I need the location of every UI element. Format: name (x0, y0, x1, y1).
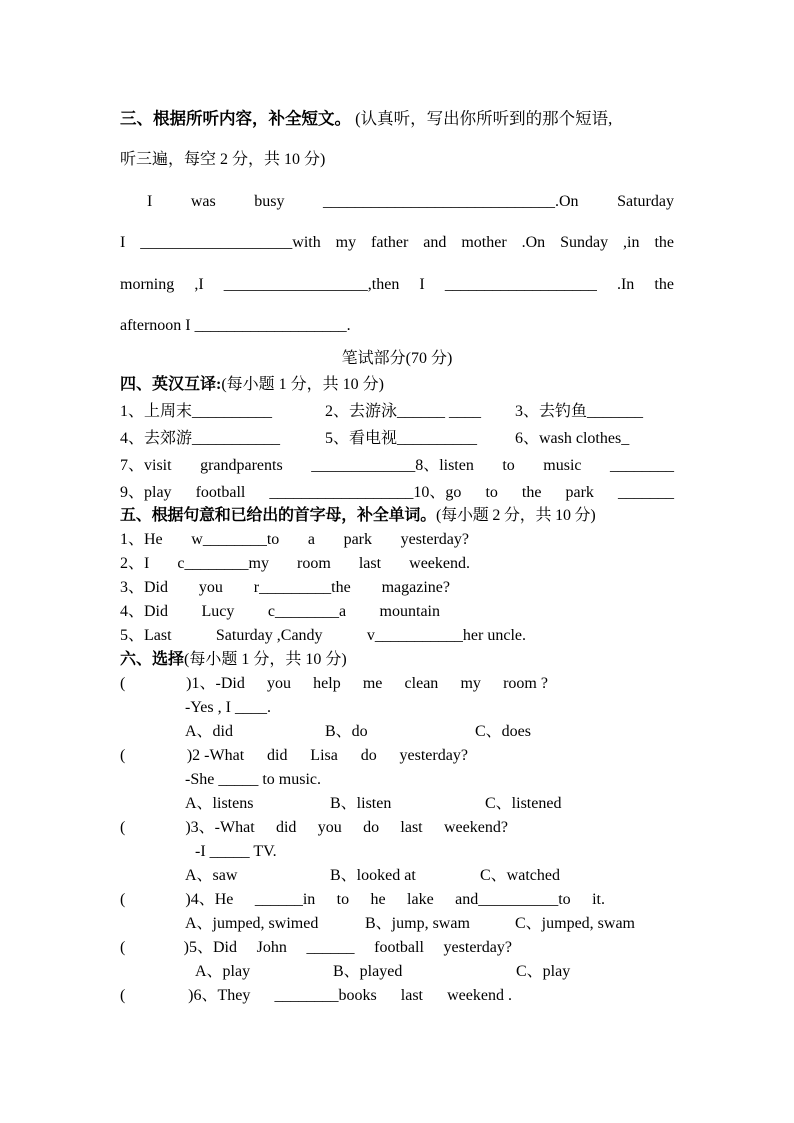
word: weekend. (409, 555, 470, 572)
blank-word: __________________10、go (269, 484, 462, 501)
word: football (374, 939, 424, 956)
passage-line-1 (147, 192, 674, 212)
section4-title-rest: (每小题 1 分，共 10 分) (221, 376, 385, 393)
option-a: A、did (185, 723, 234, 740)
section4-title-bold: 四、英汉互译: (120, 376, 222, 393)
section5-title-rest: (每小题 2 分，共 10 分) (436, 507, 596, 524)
question-2-options (185, 794, 674, 814)
question-item: 2、去游泳______ ____ (325, 403, 482, 420)
word: and (423, 234, 447, 251)
word: me (362, 675, 383, 692)
option-c: C、listened (485, 795, 562, 812)
word: yesterday? (399, 747, 468, 764)
question-5-options (195, 962, 674, 982)
word: the (654, 234, 674, 251)
option-a: A、jumped, swimed (185, 915, 319, 932)
question-3-options (185, 866, 674, 886)
word: help (313, 675, 341, 692)
question-6 (120, 986, 512, 1006)
word: weekend . (447, 987, 512, 1004)
option-a: A、saw (185, 867, 238, 884)
word: )2 -What (186, 747, 245, 764)
word: Sunday (560, 234, 609, 251)
question-3 (120, 818, 508, 838)
blank-word: ________books (274, 987, 377, 1004)
word: I (147, 193, 153, 210)
section5-title-bold: 五、根据句意和已给出的首字母，补全单词。 (120, 507, 437, 524)
question-item: 4、去郊游___________ (120, 430, 281, 447)
word: to (502, 457, 515, 474)
word: grandparents (200, 457, 283, 474)
question-item: 6、wash clothes_ (515, 430, 630, 447)
word: the (654, 276, 674, 293)
word: morning (120, 276, 175, 293)
word: 3、Did (120, 579, 169, 596)
blank-word: __________________,then (223, 276, 400, 293)
blank-word: c________my (177, 555, 269, 572)
word: 2、I (120, 555, 150, 572)
word: my (335, 234, 357, 251)
word: Lucy (201, 603, 235, 620)
option-c: C、play (516, 963, 571, 980)
word: 5、Last (120, 627, 172, 644)
word: do (360, 747, 377, 764)
option-c: C、does (475, 723, 532, 740)
blank-word: and__________to (455, 891, 571, 908)
word: room ? (503, 675, 548, 692)
section5-item-2 (120, 554, 470, 574)
word: John (256, 939, 287, 956)
word: last (400, 819, 423, 836)
word: .On (521, 234, 546, 251)
answer-paren: ( (120, 891, 126, 908)
blank: ________ (609, 457, 674, 474)
section4-row-1 (120, 402, 674, 422)
word: I (120, 234, 126, 251)
word: ,in (623, 234, 640, 251)
section4-title (120, 375, 674, 395)
word: ,I (194, 276, 204, 293)
section4-row-2 (120, 429, 674, 449)
answer-paren: ( (120, 819, 126, 836)
word: it. (592, 891, 605, 908)
option-b: B、jump, swam (365, 915, 470, 932)
blank-word: ______in (254, 891, 316, 908)
option-a: A、play (195, 963, 251, 980)
option-a: A、listens (185, 795, 254, 812)
answer-paren: ( (120, 675, 126, 692)
word: the (521, 484, 542, 501)
section3-title (120, 109, 674, 129)
blank-word: ___________________with (140, 234, 321, 251)
word: mountain (379, 603, 440, 620)
word: last (400, 987, 423, 1004)
section3-title-bold: 三、根据所听内容，补全短文。 (120, 109, 351, 128)
word: a (307, 531, 315, 548)
word: )4、He (185, 891, 234, 908)
word: did (275, 819, 297, 836)
blank-word: c________a (267, 603, 347, 620)
word: father (371, 234, 409, 251)
word: Saturday (617, 193, 674, 210)
word: to (485, 484, 498, 501)
blank-word: _____________8、listen (311, 457, 474, 474)
option-c: C、jumped, swam (515, 915, 635, 932)
section5-item-1 (120, 530, 469, 550)
word: I (419, 276, 425, 293)
blank: ___________________ (444, 276, 597, 293)
section5-item-3 (120, 578, 450, 598)
passage-line-4: afternoon I ___________________. (120, 317, 351, 334)
word: Saturday ,Candy (215, 627, 323, 644)
section4-row-3 (120, 456, 674, 476)
word: room (297, 555, 331, 572)
word: )1、-Did (186, 675, 245, 692)
word: Lisa (310, 747, 338, 764)
word: you (198, 579, 223, 596)
word: magazine? (381, 579, 450, 596)
option-b: B、listen (330, 795, 392, 812)
section5-item-4 (120, 602, 440, 622)
word: yesterday? (443, 939, 512, 956)
passage-line-2 (120, 233, 674, 253)
section6-title-bold: 六、选择 (120, 651, 185, 668)
question-3-answer: -I _____ TV. (195, 843, 277, 860)
option-b: B、played (333, 963, 403, 980)
question-1 (120, 674, 548, 694)
question-item: 1、上周末__________ (120, 403, 273, 420)
option-b: B、looked at (330, 867, 416, 884)
word: you (266, 675, 291, 692)
question-1-answer: -Yes , I ____. (185, 699, 271, 716)
section4-row-4 (120, 483, 674, 503)
word: last (358, 555, 382, 572)
word: you (317, 819, 342, 836)
question-1-options (185, 722, 674, 742)
blank-word: v___________her uncle. (366, 627, 526, 644)
word: )5、Did (183, 939, 237, 956)
question-4 (120, 890, 605, 910)
option-c: C、watched (480, 867, 560, 884)
word: lake (407, 891, 434, 908)
word: football (195, 484, 246, 501)
written-part-heading: 笔试部分(70 分) (341, 350, 453, 367)
word: to (336, 891, 350, 908)
word: park (343, 531, 372, 548)
word: did (267, 747, 288, 764)
section6-title (120, 650, 674, 670)
section5-title (120, 506, 674, 526)
blank: _______ (617, 484, 674, 501)
word: he (370, 891, 386, 908)
option-b: B、do (325, 723, 368, 740)
word: park (565, 484, 594, 501)
word: mother (461, 234, 507, 251)
question-2 (120, 746, 468, 766)
section6-title-rest: (每小题 1 分，共 10 分) (184, 651, 347, 668)
blank-word: _____________________________.On (323, 193, 579, 210)
word: do (363, 819, 380, 836)
word: clean (404, 675, 439, 692)
word: busy (254, 193, 285, 210)
blank-word: r_________the (253, 579, 351, 596)
question-4-options (185, 914, 674, 934)
word: music (543, 457, 582, 474)
word: weekend? (443, 819, 508, 836)
word: 1、He (120, 531, 163, 548)
word: 9、play (120, 484, 172, 501)
word: 7、visit (120, 457, 172, 474)
question-2-answer: -She _____ to music. (185, 771, 321, 788)
word: yesterday? (400, 531, 469, 548)
question-5 (120, 938, 512, 958)
word: )6、They (188, 987, 251, 1004)
section5-item-5 (120, 626, 526, 646)
passage-line-3 (120, 275, 674, 295)
answer-paren: ( (120, 939, 126, 956)
answer-paren: ( (120, 987, 126, 1004)
word: was (190, 193, 216, 210)
answer-paren: ( (120, 747, 126, 764)
section3-title-rest: (认真听，写出你所听到的那个短语, (355, 109, 613, 128)
blank-word: w________to (191, 531, 280, 548)
question-item: 5、看电视__________ (325, 430, 478, 447)
word: my (460, 675, 481, 692)
question-item: 3、去钓鱼_______ (515, 403, 644, 420)
word: 4、Did (120, 603, 169, 620)
blank: ______ (306, 939, 355, 956)
section3-title-line2: 听三遍，每空 2 分，共 10 分) (120, 151, 326, 168)
word: )3、-What (185, 819, 255, 836)
word: .In (616, 276, 635, 293)
